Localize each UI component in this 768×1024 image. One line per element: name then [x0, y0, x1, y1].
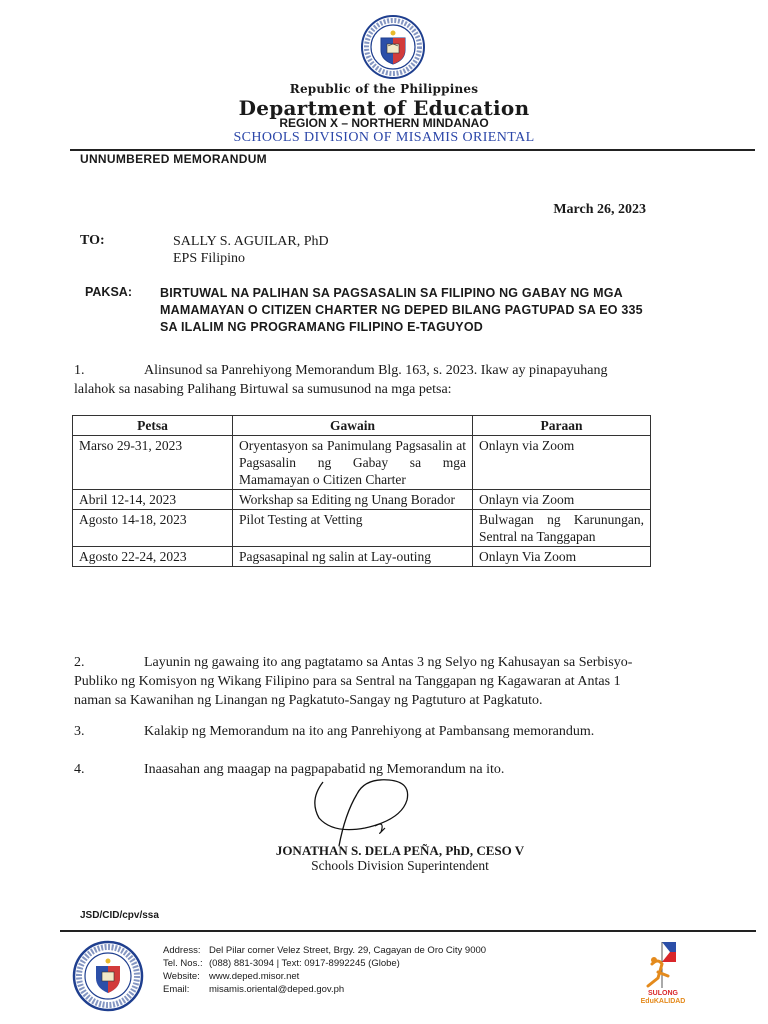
region-heading: REGION X – NORTHERN MINDANAO: [279, 116, 489, 130]
tel-label: Tel. Nos.:: [163, 958, 203, 969]
table-cell: Marso 29-31, 2023: [73, 436, 233, 490]
table-cell: Oryentasyon sa Panimulang Pagsasalin at Pagsasalin ng Gabay sa mga Mamamayan o Citizen Charter: [233, 436, 473, 490]
table-cell: Abril 12-14, 2023: [73, 490, 233, 510]
tel-value: (088) 881-3094 | Text: 0917-8992245 (Globe): [209, 958, 400, 969]
subject-label: PAKSA:: [85, 285, 132, 299]
address-value: Del Pilar corner Velez Street, Brgy. 29, Cagayan de Oro City 9000: [209, 945, 487, 956]
reference-initials: JSD/CID/cpv/ssa: [80, 910, 159, 921]
table-cell: Workshap sa Editing ng Unang Borador: [233, 490, 473, 510]
signatory-title: Schools Division Superintendent: [311, 858, 489, 873]
table-cell: Onlayn via Zoom: [473, 436, 651, 490]
table-cell: Agosto 22-24, 2023: [73, 547, 233, 567]
table-row: [73, 510, 651, 547]
paragraph-text: Kalakip ng Memorandum na ito ang Panrehiyong at Pambansang memorandum.: [144, 724, 595, 739]
address-label: Address:: [163, 945, 201, 956]
paragraph-text: Inaasahan ang maagap na pagpapabatid ng Memorandum na ito.: [144, 762, 505, 777]
deped-seal-logo: [360, 14, 426, 80]
table-row: [73, 436, 651, 490]
footer-website: [163, 970, 486, 983]
recipient-name: SALLY S. AGUILAR, PhD: [173, 234, 329, 249]
paragraph-number: 1.: [74, 363, 85, 378]
paragraph-3: [74, 722, 650, 741]
column-header: Paraan: [473, 416, 651, 436]
schedule-table: [72, 415, 651, 567]
header-divider: [70, 149, 755, 151]
footer-email: [163, 983, 486, 996]
table-cell: Pagsasapinal ng salin at Lay-outing: [233, 547, 473, 567]
paragraph-2: [74, 653, 650, 710]
division-heading: SCHOOLS DIVISION OF MISAMIS ORIENTAL: [233, 130, 535, 145]
footer-address: [163, 944, 486, 957]
paragraph-number: 2.: [74, 655, 85, 670]
table-cell: Pilot Testing at Vetting: [233, 510, 473, 547]
website-link[interactable]: www.deped.misor.net: [209, 971, 300, 982]
table-cell: Bulwagan ng Karunungan, Sentral na Tanggapan: [473, 510, 651, 547]
website-label: Website:: [163, 971, 200, 982]
sulong-logo-text: SULONG EduKALIDAD: [640, 990, 686, 1005]
department-heading: Department of Education: [238, 96, 530, 120]
paragraph-1: [74, 361, 650, 399]
memo-type: UNNUMBERED MEMORANDUM: [80, 152, 267, 166]
paragraph-number: 4.: [74, 762, 85, 777]
table-row: [73, 490, 651, 510]
paragraph-text: Alinsunod sa Panrehiyong Memorandum Blg. 163, s. 2023. Ikaw ay pinapayuhang lalahok sa nasabing Palihang Birtuwal sa sumusunod na mga petsa:: [74, 363, 608, 397]
paragraph-number: 3.: [74, 724, 85, 739]
column-header: Petsa: [73, 416, 233, 436]
division-seal-logo: [72, 940, 144, 1012]
column-header: Gawain: [233, 416, 473, 436]
republic-heading: Republic of the Philippines: [289, 82, 479, 96]
signatory-name: JONATHAN S. DELA PEÑA, PhD, CESO V: [275, 843, 525, 858]
footer-contact: [163, 944, 486, 996]
subject-text: BIRTUWAL NA PALIHAN SA PAGSASALIN SA FILIPINO NG GABAY NG MGA MAMAMAYAN O CITIZEN CHARTER NG DEPED BILANG PAGTUPAD SA EO 335 SA ILALIM NG PROGRAMANG FILIPINO E-TAGUYOD: [160, 286, 643, 334]
memo-date: March 26, 2023: [553, 202, 646, 217]
recipient-position: EPS Filipino: [173, 251, 245, 266]
footer-divider: [60, 930, 756, 932]
paragraph-text: Layunin ng gawaing ito ang pagtatamo sa Antas 3 ng Selyo ng Kahusayan sa Serbisyo-Publiko ng Komisyon ng Wikang Filipino para sa Sentral na Tanggapan ng Kagawaran at Antas 1 naman sa Kawanihan ng Linangan ng Pagkatuto-Sangay ng Pagtuturo at Pagkatuto.: [74, 655, 633, 708]
table-cell: Onlayn via Zoom: [473, 490, 651, 510]
table-row: [73, 547, 651, 567]
to-label: TO:: [80, 233, 105, 248]
table-header-row: [73, 416, 651, 436]
recipient: [173, 233, 329, 267]
email-link[interactable]: misamis.oriental@deped.gov.ph: [209, 984, 345, 995]
table-cell: Onlayn Via Zoom: [473, 547, 651, 567]
table-cell: Agosto 14-18, 2023: [73, 510, 233, 547]
handwritten-signature: [305, 770, 425, 850]
email-label: Email:: [163, 984, 190, 995]
footer-tel: [163, 957, 486, 970]
